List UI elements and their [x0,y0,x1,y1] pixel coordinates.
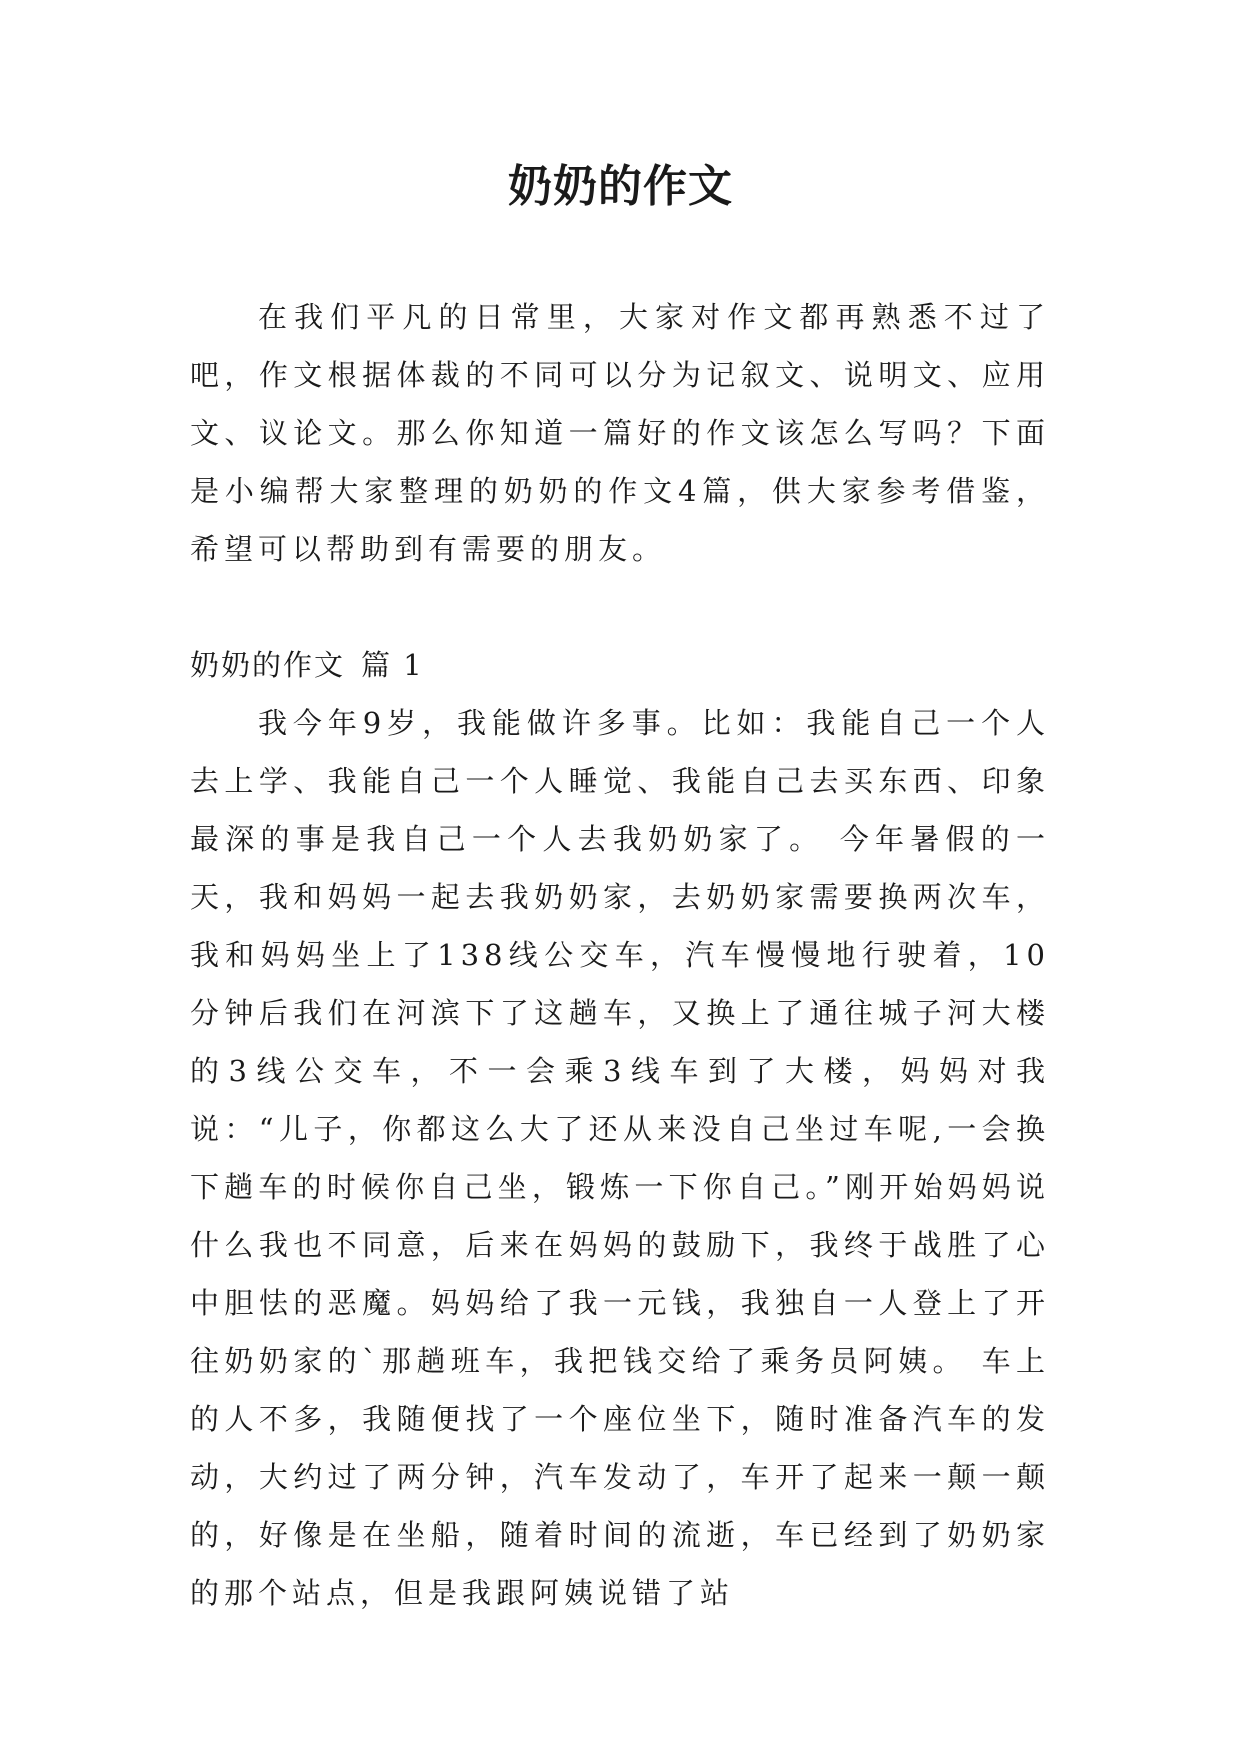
document-body [190,288,1050,1622]
section-heading-title: 奶奶的作文 [190,648,346,682]
section-body-paragraph: 我今年9岁，我能做许多事。比如：我能自己一个人去上学、我能自己一个人睡觉、我能自己去买东西、印象最深的事是我自己一个人去我奶奶家了。 今年暑假的一天，我和妈妈一起去我奶奶家，去奶奶家需要换两次车，我和妈妈坐上了138线公交车，汽车慢慢地行驶着，10分钟后我们在河滨下了这趟车，又换上了通往城子河大楼的3线公交车，不一会乘3线车到了大楼，妈妈对我说：“儿子，你都这么大了还从来没自己坐过车呢,一会换下趟车的时候你自己坐，锻炼一下你自己。”刚开始妈妈说什么我也不同意，后来在妈妈的鼓励下，我终于战胜了心中胆怯的恶魔。妈妈给了我一元钱，我独自一人登上了开往奶奶家的`那趟班车，我把钱交给了乘务员阿姨。 车上的人不多，我随便找了一个座位坐下，随时准备汽车的发动，大约过了两分钟，汽车发动了，车开了起来一颠一颠的，好像是在坐船，随着时间的流逝，车已经到了奶奶家的那个站点，但是我跟阿姨说错了站 [190,706,1050,1610]
paragraph-spacer [190,578,1050,636]
section-heading-number: 篇 1 [361,648,424,682]
intro-paragraph: 在我们平凡的日常里，大家对作文都再熟悉不过了吧，作文根据体裁的不同可以分为记叙文、说明文、应用文、议论文。那么你知道一篇好的作文该怎么写吗？下面是小编帮大家整理的奶奶的作文4篇，供大家参考借鉴，希望可以帮助到有需要的朋友。 [190,300,1050,566]
section-heading [190,636,1050,694]
document-title: 奶奶的作文 [508,161,733,212]
